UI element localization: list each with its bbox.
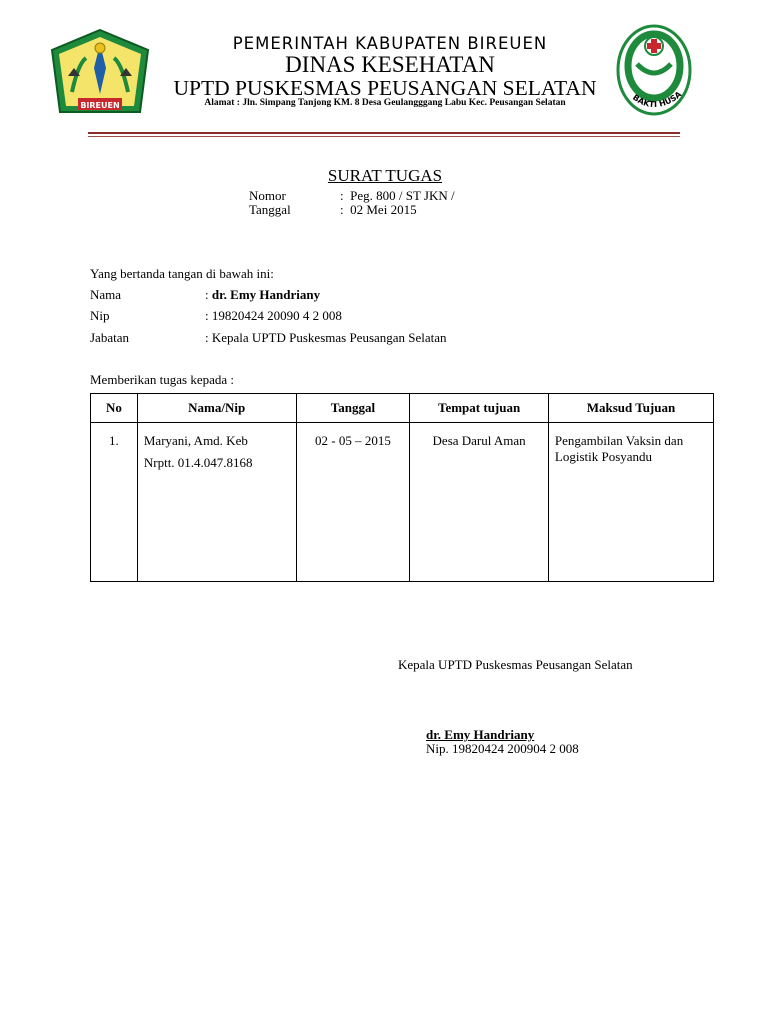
nip-label: Nip (90, 308, 110, 323)
tanggal-label: Tanggal (249, 202, 291, 217)
nama-separator: : (205, 287, 209, 302)
assign-intro: Memberikan tugas kepada : (90, 372, 235, 387)
purpose-line-1: Pengambilan Vaksin dan (554, 433, 684, 448)
cell-no: 1. (91, 423, 138, 582)
header-department: DINAS KESEHATAN (285, 52, 495, 77)
crest-text: BIREUEN (80, 101, 120, 110)
header-rule-thick (88, 132, 680, 134)
nama-value: dr. Emy Handriany (211, 287, 321, 302)
closing-signer-name: dr. Emy Handriany (426, 727, 535, 742)
nomor-value: Peg. 800 / ST JKN / (350, 188, 455, 203)
col-header-date: Tanggal (296, 394, 410, 423)
nomor-label: Nomor (249, 188, 286, 203)
assignee-name: Maryani, Amd. Keb (143, 433, 248, 448)
nama-label: Nama (90, 287, 122, 302)
assignee-nip: Nrptt. 01.4.047.8168 (143, 455, 253, 470)
nomor-separator: : (340, 188, 344, 203)
closing-position: Kepala UPTD Puskesmas Peusangan Selatan (398, 657, 633, 672)
assignment-table (90, 393, 714, 582)
cell-name (137, 423, 296, 582)
closing-signer-nip: Nip. 19820424 200904 2 008 (426, 741, 579, 756)
table-header-row (91, 394, 714, 423)
nip-row (205, 308, 342, 324)
bakti-husada-text: BAKTI HUSA (630, 89, 684, 110)
cell-date: 02 - 05 – 2015 (296, 423, 410, 582)
tanggal-separator: : (340, 202, 344, 217)
jabatan-row (205, 330, 447, 346)
cell-purpose (548, 423, 713, 582)
jabatan-label: Jabatan (90, 330, 129, 345)
nip-separator: : (205, 308, 209, 323)
bakti-husada-logo (615, 22, 693, 116)
jabatan-value: Kepala UPTD Puskesmas Peusangan Selatan (211, 330, 447, 345)
col-header-purpose: Maksud Tujuan (548, 394, 713, 423)
bireuen-crest-logo (48, 28, 152, 122)
header-rule-thin (88, 136, 680, 137)
tanggal-value: 02 Mei 2015 (350, 202, 417, 217)
header-address: Alamat : Jln. Simpang Tanjong KM. 8 Desa Geulangggang Labu Kec. Peusangan Selatan (204, 98, 566, 108)
table-row (91, 423, 714, 582)
jabatan-separator: : (205, 330, 209, 345)
nip-value: 19820424 20090 4 2 008 (211, 308, 342, 323)
col-header-name: Nama/Nip (137, 394, 296, 423)
document-title: SURAT TUGAS (327, 166, 443, 185)
col-header-place: Tempat tujuan (410, 394, 549, 423)
header-government: PEMERINTAH KABUPATEN BIREUEN (232, 34, 548, 53)
col-header-no: No (91, 394, 138, 423)
signer-intro: Yang bertanda tangan di bawah ini: (90, 266, 274, 281)
purpose-line-2: Logistik Posyandu (554, 449, 653, 464)
tanggal-value-row (340, 202, 417, 218)
nama-row (205, 287, 320, 303)
header-unit: UPTD PUSKESMAS PEUSANGAN SELATAN (173, 76, 597, 100)
cell-place: Desa Darul Aman (410, 423, 549, 582)
